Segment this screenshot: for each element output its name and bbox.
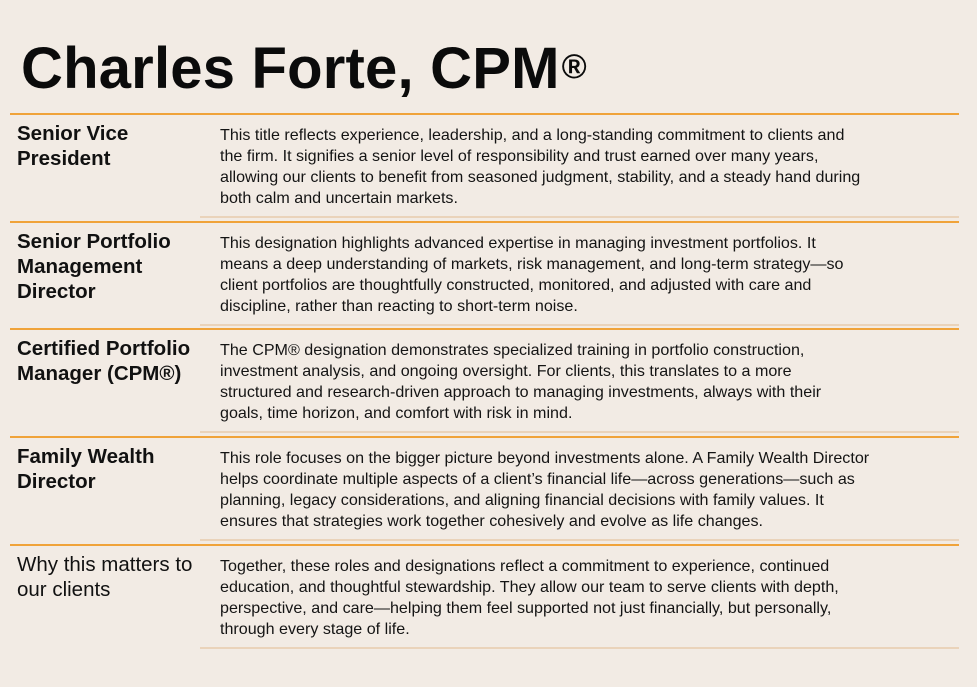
row-term: Senior Portfolio Management Director [17,230,171,303]
description-line: ensures that strategies work together cohesively and evolve as life changes. [220,512,764,530]
row-divider [200,431,959,433]
row-term: Why this matters to our clients [17,553,193,601]
row-term: Senior Vice President [17,122,129,170]
table-row-family-wealth-director [10,436,959,544]
table-row-why-this-matters [10,544,959,652]
description-line: helps coordinate multiple aspects of a client’s financial life—across generations—such as [220,470,855,488]
description-line: client portfolios are thoughtfully constructed, monitored, and adjusted with care and [220,276,812,294]
row-divider [200,647,959,649]
row-description [220,340,958,424]
table-row-senior-vice-president [10,113,959,221]
description-line: the firm. It signifies a senior level of responsibility and trust earned over many years, [220,147,819,165]
description-line: goals, time horizon, and comfort with risk in mind. [220,404,573,422]
row-divider [200,539,959,541]
row-term: Family Wealth Director [17,445,155,493]
description-line: through every stage of life. [220,620,410,638]
description-line: means a deep understanding of markets, risk management, and long-term strategy—so [220,255,844,273]
description-line: This role focuses on the bigger picture beyond investments alone. A Family Wealth Director [220,449,870,467]
description-line: investment analysis, and ongoing oversight. For clients, this translates to a more [220,362,792,380]
row-term: Certified Portfolio Manager (CPM®) [17,337,191,385]
row-description [220,448,958,532]
description-line: both calm and uncertain markets. [220,189,458,207]
description-line: perspective, and care—helping them feel supported not just financially, but personally, [220,599,832,617]
page-title [21,34,587,104]
row-divider [200,216,959,218]
description-line: This title reflects experience, leadership, and a long-standing commitment to clients and [220,126,845,144]
description-line: Together, these roles and designations reflect a commitment to experience, continued [220,557,830,575]
table-row-senior-portfolio-management-director [10,221,959,329]
description-line: The CPM® designation demonstrates specialized training in portfolio construction, [220,341,805,359]
table-row-certified-portfolio-manager [10,328,959,436]
row-description [220,125,958,209]
description-line: discipline, rather than reacting to short-term noise. [220,297,578,315]
description-line: education, and thoughtful stewardship. They allow our team to serve clients with depth, [220,578,839,596]
description-line: This designation highlights advanced expertise in managing investment portfolios. It [220,234,816,252]
page-title-text: Charles Forte, CPM [21,36,560,101]
row-description [220,233,958,317]
registered-mark: ® [561,48,587,86]
description-line: allowing our clients to benefit from seasoned judgment, stability, and a steady hand during [220,168,861,186]
description-line: planning, legacy considerations, and aligning financial decisions with family values. It [220,491,824,509]
row-description [220,556,958,640]
row-divider [200,324,959,326]
description-line: structured and research-driven approach to managing investments, always with their [220,383,822,401]
